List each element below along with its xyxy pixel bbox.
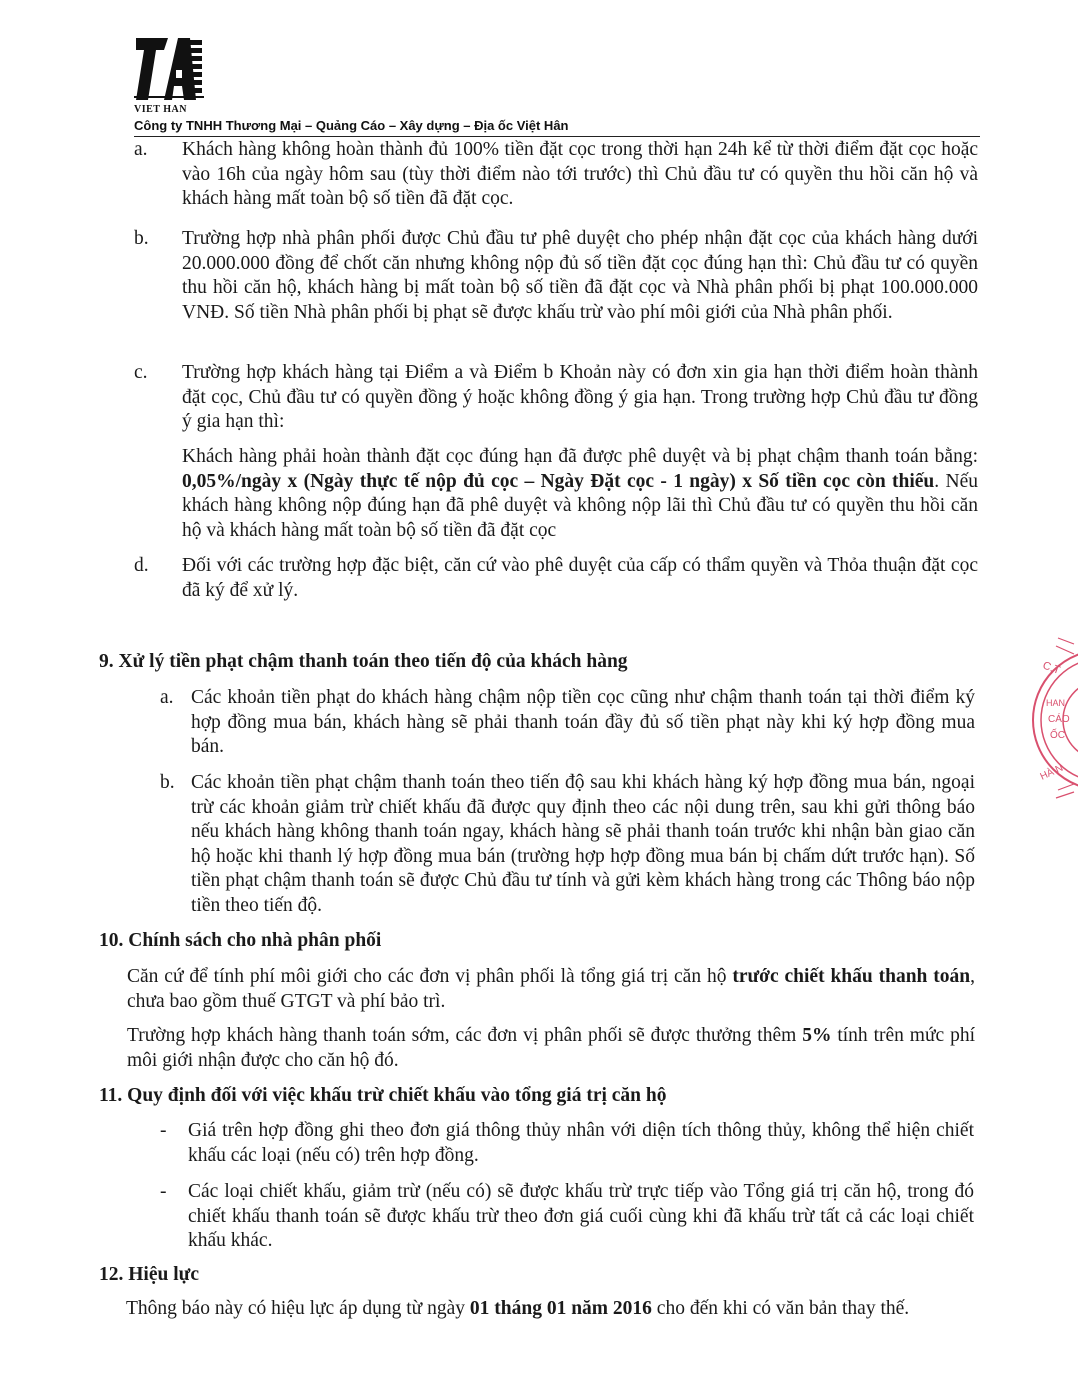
stamp-text: ỐC <box>1050 730 1065 741</box>
logo-text: VIET HAN <box>134 104 187 115</box>
section-9-item-a-text: Các khoản tiền phạt do khách hàng chậm nộp tiền cọc cũng như chậm thanh toán tại thời điểm ký hợp đồng mua bán, khách hàng sẽ phải thanh toán đầy đủ số tiền phạt này khi ký hợp đồng mua bán. <box>191 687 975 758</box>
company-stamp <box>1028 630 1078 810</box>
item-a-text: Khách hàng không hoàn thành đủ 100% tiền đặt cọc trong thời hạn 24h kể từ thời điểm đặt cọc hoặc vào 16h của ngày hôm sau (tùy thời điểm nào tới trước) thì Chủ đầu tư có quyền thu hồi căn hộ và khách hàng mất toàn bộ số tiền đã đặt cọc. <box>182 139 978 210</box>
section-10-heading: 10. Chính sách cho nhà phân phối <box>99 930 382 951</box>
item-label: d. <box>134 555 149 576</box>
item-label: c. <box>134 362 148 383</box>
section-11-item-1-text: Giá trên hợp đồng ghi theo đơn giá thông thủy nhân với diện tích thông thủy, không thể hiện chiết khấu các loại (nếu có) trên hợp đồng. <box>188 1120 974 1166</box>
item-c-penalty-text: Khách hàng phải hoàn thành đặt cọc đúng hạn đã được phê duyệt và bị phạt chậm thanh toán bằng: 0,05%/ngày x (Ngày thực tế nộp đủ cọc – Ngày Đặt cọc - 1 ngày) x Số tiền cọc còn thiếu. Nếu khách hàng không nộp đúng hạn đã phê duyệt và không nộp lãi thì Chủ đầu tư có quyền thu hồi căn hộ và khách hàng mất toàn bộ số tiền đã đặt cọc <box>182 446 978 541</box>
stamp-text: HAN <box>1046 698 1066 708</box>
item-label: b. <box>134 228 149 249</box>
letterhead <box>134 34 980 133</box>
company-logo <box>134 34 214 118</box>
header-divider <box>134 136 980 137</box>
bullet-dash: - <box>160 1120 167 1141</box>
item-c-text: Trường hợp khách hàng tại Điểm a và Điểm b Khoản này có đơn xin gia hạn thời điểm hoàn thành đặt cọc, Chủ đầu tư có quyền đồng ý hoặc không đồng ý gia hạn. Trong trường hợp Chủ đầu tư đồng ý gia hạn thì: <box>182 362 978 433</box>
company-name: Công ty TNHH Thương Mại – Quảng Cáo – Xây dựng – Địa ốc Việt Hân <box>134 118 569 133</box>
bullet-dash: - <box>160 1181 167 1202</box>
viet-han-logo-icon <box>134 34 204 104</box>
stamp-text: CÁO <box>1048 714 1070 725</box>
section-10-paragraph-2: Trường hợp khách hàng thanh toán sớm, các đơn vị phân phối sẽ được thưởng thêm 5% tính trên mức phí môi giới nhận được cho căn hộ đó. <box>127 1025 975 1071</box>
section-9-heading: 9. Xử lý tiền phạt chậm thanh toán theo tiến độ của khách hàng <box>99 651 628 672</box>
item-label: a. <box>160 687 174 708</box>
section-11-item-2-text: Các loại chiết khấu, giảm trừ (nếu có) sẽ được khấu trừ trực tiếp vào Tổng giá trị căn hộ, trong đó chiết khấu thanh toán sẽ được khấu trừ theo đơn giá cuối cùng khi đã khấu trừ tất cả các loại chiết khấu khác. <box>188 1181 974 1252</box>
stamp-text: C.T <box>1040 659 1062 677</box>
section-12-paragraph: Thông báo này có hiệu lực áp dụng từ ngày 01 tháng 01 năm 2016 cho đến khi có văn bản thay thế. <box>126 1298 910 1319</box>
item-label: a. <box>134 139 148 160</box>
item-d-text: Đối với các trường hợp đặc biệt, căn cứ vào phê duyệt của cấp có thẩm quyền và Thỏa thuận đặt cọc đã ký để xử lý. <box>182 555 978 601</box>
stamp-text: HÀ N <box>1038 762 1065 783</box>
section-10-paragraph-1: Căn cứ để tính phí môi giới cho các đơn vị phân phối là tổng giá trị căn hộ trước chiết khấu thanh toán, chưa bao gồm thuế GTGT và phí bảo trì. <box>127 966 975 1012</box>
stamp-seal-icon <box>1028 630 1078 810</box>
item-label: b. <box>160 772 175 793</box>
section-9-item-b-text: Các khoản tiền phạt chậm thanh toán theo tiến độ sau khi khách hàng ký hợp đồng mua bán, ngoại trừ các khoản giảm trừ chiết khấu đã được quy định theo các nội dung trên, sau khi gửi thông báo nếu khách hàng không thanh toán ngay, khách hàng sẽ phải thanh toán trước khi nhận bàn giao căn hộ hoặc khi thanh lý hợp đồng mua bán (trường hợp hợp đồng mua bán bị chấm dứt trước hạn). Số tiền phạt chậm thanh toán sẽ được Chủ đầu tư tính và gửi kèm khách hàng trong các Thông báo nộp tiền theo tiến độ. <box>191 772 975 916</box>
section-12-heading: 12. Hiệu lực <box>99 1264 199 1285</box>
item-b-text: Trường hợp nhà phân phối được Chủ đầu tư phê duyệt cho phép nhận đặt cọc của khách hàng dưới 20.000.000 đồng để chốt căn nhưng không nộp đủ số tiền đặt cọc đúng hạn thì: Chủ đầu tư có quyền thu hồi căn hộ, khách hàng bị mất toàn bộ số tiền đã đặt cọc và Nhà phân phối bị phạt 100.000.000 VNĐ. Số tiền Nhà phân phối bị phạt sẽ được khấu trừ vào phí môi giới của Nhà phân phối. <box>182 228 978 323</box>
section-11-heading: 11. Quy định đối với việc khấu trừ chiết khấu vào tổng giá trị căn hộ <box>99 1085 667 1106</box>
